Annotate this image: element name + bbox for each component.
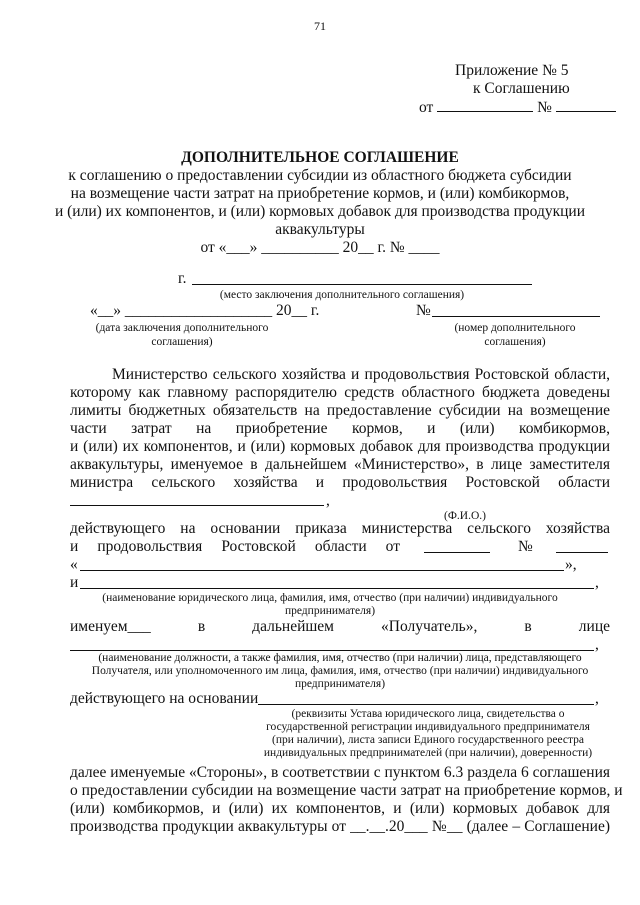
title-subline-3: и (или) их компонентов, и (или) кормовых добавок для производства продукции (54, 203, 586, 220)
requisites-caption-3: (при наличии), листа записи Единого государственного реестра (272, 734, 584, 746)
title-subline-2: на возмещение части затрат на приобретение кормов, и (или) комбикормов, (70, 185, 570, 202)
body-line: лимиты бюджетных обязательств на предоставление субсидии на возмещение (70, 402, 610, 419)
document-title: ДОПОЛНИТЕЛЬНОЕ СОГЛАШЕНИЕ (181, 149, 459, 166)
fio-caption: (Ф.И.О.) (444, 510, 486, 522)
body-line: которому как главному распорядителю средств областного бюджета доведены (70, 384, 610, 401)
date-caption-2: соглашения) (151, 336, 213, 348)
order-number-line (556, 552, 608, 553)
representative-caption-3: предпринимателя) (294, 678, 386, 690)
representative-line (70, 650, 594, 651)
organization-caption-1: (наименование юридического лица, фамилия, имя, отчество (при наличии) индивидуального (102, 592, 558, 604)
appendix-date-line: от № (419, 99, 616, 117)
place-prefix: г. (178, 270, 187, 287)
date-caption-1: (дата заключения дополнительного (95, 322, 269, 334)
number-caption-1: (номер дополнительного (454, 322, 576, 334)
and-word: и (70, 574, 79, 591)
requisites-caption-2: государственной регистрации индивидуального предпринимателя (266, 721, 590, 733)
representative-comma: , (595, 636, 599, 653)
body-line: министра сельского хозяйства и продовольствия Ростовской области (70, 474, 610, 491)
title-subline-1: к соглашению о предоставлении субсидии из областного бюджета субсидии (68, 167, 572, 184)
body-line: (или) комбикормов, и (или) их компонентов, и (или) кормовых добавок для (70, 800, 610, 817)
page-number: 71 (314, 19, 326, 33)
place-caption: (место заключения дополнительного соглашения) (219, 289, 465, 301)
order-date-line (424, 552, 490, 553)
conclusion-number-line (432, 316, 600, 317)
body-line: действующего на основании приказа министерства сельского хозяйства (70, 520, 610, 537)
place-line (192, 284, 532, 285)
quote-close: », (565, 556, 577, 573)
conclusion-number-label: № (416, 302, 431, 319)
conclusion-date: «__» ___________________ 20__ г. (90, 302, 320, 319)
order-name-line (80, 570, 564, 571)
body-line: действующего на основании (70, 690, 259, 707)
requisites-caption-1: (реквизиты Устава юридического лица, свидетельства о (291, 708, 565, 720)
body-line: Министерство сельского хозяйства и продовольствия Ростовской области, (112, 366, 610, 383)
organization-caption-2: предпринимателя) (284, 605, 376, 617)
quote-open: « (70, 556, 78, 573)
number-caption-2: соглашения) (484, 336, 546, 348)
title-date-line: от «___» __________ 20__ г. № ____ (200, 239, 440, 256)
appendix-label: Приложение № 5 (455, 62, 569, 79)
deputy-name-line (70, 505, 324, 506)
body-line: и продовольствия Ростовской области от (70, 538, 400, 555)
requisites-caption-4: индивидуальных предпринимателей (при наличии), доверенности) (263, 747, 593, 759)
organization-comma: , (595, 574, 599, 591)
basis-line (258, 704, 594, 705)
deputy-comma: , (326, 492, 330, 509)
body-line: именуем___ в дальнейшем «Получатель», в лице (70, 618, 610, 635)
representative-caption-2: Получателя, или уполномоченного им лица, фамилия, имя, отчество (при наличии) индивидуального (91, 665, 589, 677)
organization-line (80, 588, 594, 589)
body-line: части затрат на приобретение кормов, и (или) комбикормов, (70, 420, 610, 437)
basis-comma: , (595, 690, 599, 707)
agreement-ref-label: к Соглашению (473, 80, 570, 97)
body-line: и (или) их компонентов, и (или) кормовых добавок для производства продукции (70, 438, 610, 455)
body-line: аквакультуры, именуемое в дальнейшем «Министерство», в лице заместителя (70, 456, 610, 473)
body-line: далее именуемые «Стороны», в соответствии с пунктом 6.3 раздела 6 соглашения (70, 764, 610, 781)
title-subline-4: аквакультуры (275, 221, 365, 238)
order-number-label: № (518, 538, 533, 555)
representative-caption-1: (наименование должности, а также фамилия, имя, отчество (при наличии) лица, представляющего (98, 652, 582, 664)
body-line: о предоставлении субсидии на возмещение части затрат на приобретение кормов, и (70, 782, 623, 799)
body-line: производства продукции аквакультуры от __.__.20___ №__ (далее – Соглашение) (70, 818, 610, 835)
